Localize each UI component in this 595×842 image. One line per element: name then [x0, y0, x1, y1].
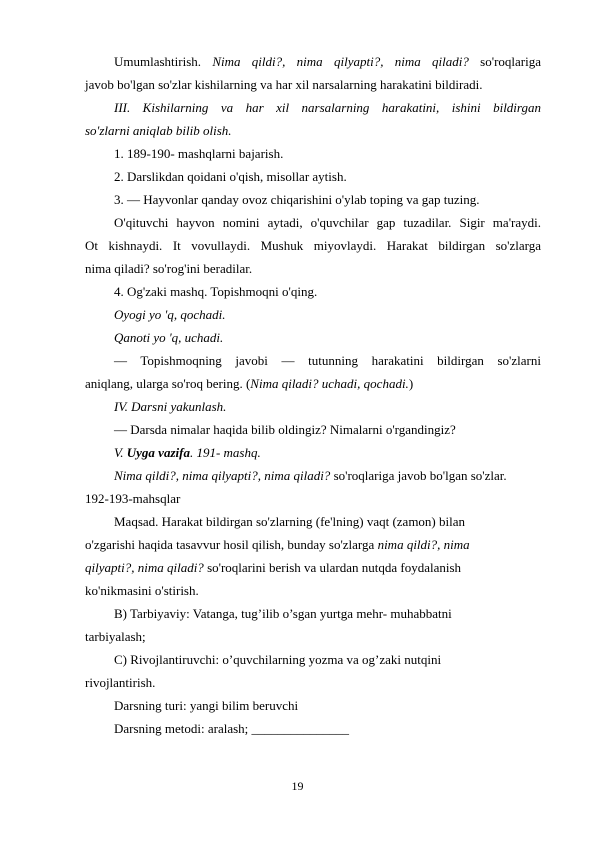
- text-segment: aniqlang, ularga so'roq bering. (: [85, 376, 251, 391]
- list-item-1: 1. 189-190- mashqlarni bajarish.: [114, 146, 284, 161]
- list-item-2: 2. Darslikdan qoidani o'qish, misollar aytish.: [114, 169, 347, 184]
- text-segment: so'roqlariga javob bo'lgan so'zlar.: [330, 468, 507, 483]
- text-line: nima qiladi? so'rog'ini beradilar.: [85, 261, 253, 276]
- text-line: ko'nikmasini o'stirish.: [85, 583, 199, 598]
- section-heading-v: [114, 443, 541, 463]
- answer-italic: Nima qiladi? uchadi, qochadi.: [250, 376, 409, 391]
- summary-tail: so'roqlariga: [480, 54, 541, 69]
- questions-italic: Nima qildi?, nima qilyapti?, nima qiladi?: [114, 468, 331, 483]
- page-number: 19: [291, 779, 304, 793]
- text-line: [85, 535, 541, 555]
- list-item-3: 3. — Hayvonlar qanday ovoz chiqarishini o'ylab toping va gap tuzing.: [114, 192, 480, 207]
- text-line: Maqsad. Harakat bildirgan so'zlarning (fe'lning) vaqt (zamon) bilan: [114, 514, 465, 529]
- text-line: javob bo'lgan so'zlar kishilarning va har xil narsalarning harakatini bildiradi.: [85, 77, 483, 92]
- homework-task: . 191- mashq.: [189, 445, 261, 460]
- text-line: Ot kishnaydi. It vovullaydi. Mushuk miyovlaydi. Harakat bildirgan so'zlarga: [85, 238, 541, 253]
- questions-italic: nima qildi?, nima: [377, 537, 470, 552]
- paragraph-summary-line: [114, 52, 541, 72]
- riddle-line-2: Qanoti yo 'q, uchadi.: [114, 330, 224, 345]
- text-line: — Darsda nimalar haqida bilib oldingiz? Nimalarni o'rgandingiz?: [114, 422, 456, 437]
- text-segment: so'roqlarini berish va ulardan nutqda foydalanish: [203, 560, 462, 575]
- text-line: C) Rivojlantiruvchi: o’quvchilarning yozma va og’zaki nutqini: [114, 652, 442, 667]
- text-line: O'qituvchi hayvon nomini aytadi, o'quvchilar gap tuzadilar. Sigir ma'raydi.: [114, 215, 541, 230]
- text-segment: ): [408, 376, 414, 391]
- text-line: — Topishmoqning javobi — tutunning harakatini bildirgan so'zlarni: [114, 353, 541, 368]
- text-line: tarbiyalash;: [85, 629, 146, 644]
- list-item-4: 4. Og'zaki mashq. Topishmoqni o'qing.: [114, 284, 318, 299]
- section-heading-iv: IV. Darsni yakunlash.: [114, 399, 227, 414]
- summary-label: Umumlashtirish.: [114, 54, 202, 69]
- section-number: V.: [114, 445, 124, 460]
- section-heading-iii: III. Kishilarning va har xil narsalarning harakatini, ishini bildirgan: [114, 100, 541, 115]
- lesson-type: Darsning turi: yangi bilim beruvchi: [114, 698, 299, 713]
- riddle-line-1: Oyogi yo 'q, qochadi.: [114, 307, 226, 322]
- text-line: B) Tarbiyaviy: Vatanga, tug’ilib o’sgan yurtga mehr- muhabbatni: [114, 606, 452, 621]
- lesson-method: Darsning metodi: aralash; _______________: [114, 721, 350, 736]
- questions-italic: qilyapti?, nima qiladi?: [85, 560, 204, 575]
- summary-questions: Nima qildi?, nima qilyapti?, nima qiladi?: [212, 54, 469, 69]
- text-line: [85, 374, 541, 394]
- section-heading-iii-cont: so'zlarni aniqlab bilib olish.: [85, 123, 232, 138]
- text-line: [85, 558, 541, 578]
- text-segment: o'zgarishi haqida tasavvur hosil qilish, bunday so'zlarga: [85, 537, 378, 552]
- text-line: [114, 466, 541, 486]
- text-line: rivojlantirish.: [85, 675, 156, 690]
- lesson-heading: 192-193-mahsqlar: [85, 491, 181, 506]
- homework-label: Uyga vazifa: [126, 445, 190, 460]
